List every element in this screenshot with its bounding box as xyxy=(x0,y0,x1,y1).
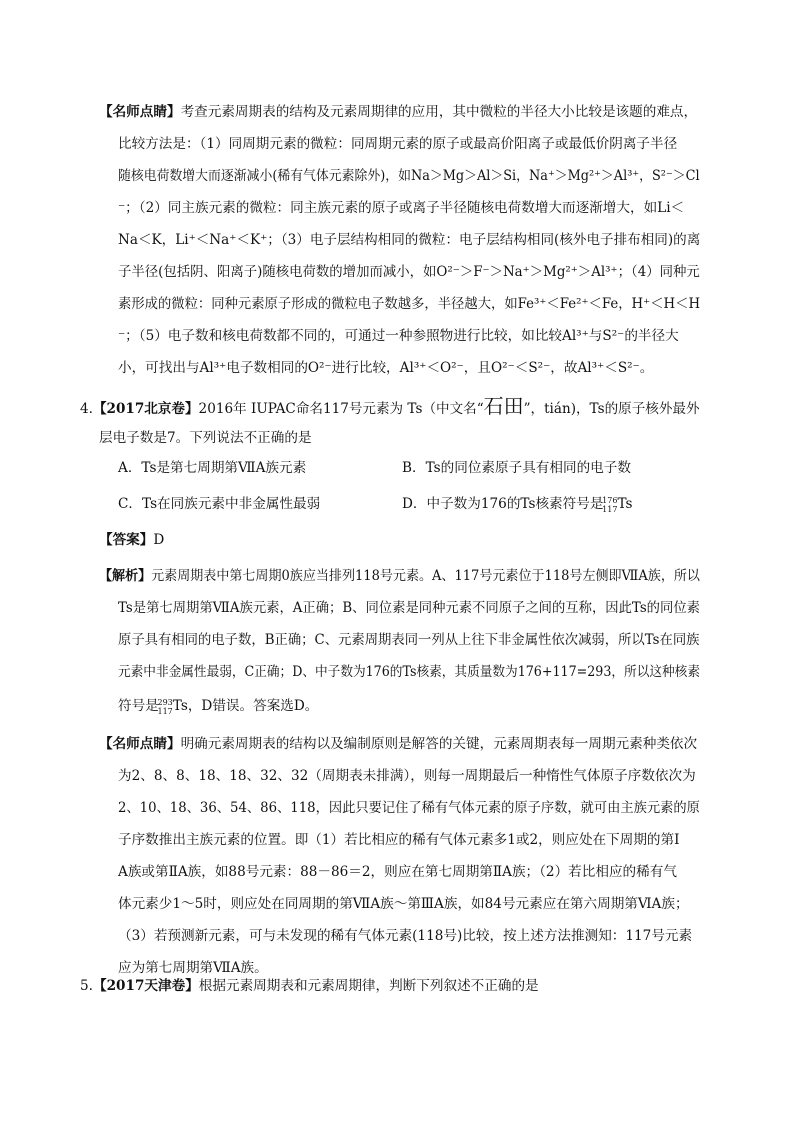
tips-label: 【名师点睛】 xyxy=(99,104,181,120)
analysis-line: Ts是第七周期第ⅦA族元素，A正确；B、同位素是同种元素不同原子之间的互称，因此Ts的同位素 xyxy=(118,600,700,616)
question-stem: 5.【2017天津卷】根据元素周期表和元素周期律，判断下列叙述不正确的是 xyxy=(80,978,539,994)
tips-line: 随核电荷数增大而逐渐减小(稀有气体元素除外)，如Na＞Mg＞Al＞Si，Na⁺＞Mg²⁺＞Al³⁺，S²⁻＞Cl xyxy=(118,168,700,184)
option-d: D．中子数为176的Ts核素符号是 176 117 Ts xyxy=(402,495,633,514)
tips-line: ⁻；（2）同主族元素的微粒：同主族元素的原子或离子半径随核电荷数增大而逐渐增大，如Li＜ xyxy=(118,200,685,216)
tips-line: 明确元素周期表的结构以及编制原则是解答的关键，元素周期表每一周期元素种类依次 xyxy=(180,736,698,752)
tips-line: 比较方法是：（1）同周期元素的微粒：同周期元素的原子或最高价阳离子或最低价阴离子半径 xyxy=(118,136,678,152)
tips-line: 体元素少1～5时，则应处在同周期的第ⅦA族～第ⅢA族，如84号元素应在第六周期第ⅥA族； xyxy=(118,896,689,912)
analysis-line: 元素中非金属性最弱，C正确；D、中子数为176的Ts核素，其质量数为176+117=293，所以这种核素 xyxy=(118,664,700,680)
tips-line: A族或第ⅡA族，如88号元素：88－86＝2，则应在第七周期第ⅡA族；（2）若比相应的稀有气 xyxy=(118,864,677,880)
tips-line: 为2、8、8、18、18、32、32（周期表未排满），则每一周期最后一种惰性气体原子序数依次为 xyxy=(118,768,696,784)
option-c: C．Ts在同族元素中非金属性最弱 xyxy=(118,496,321,512)
nuclide-notation: 293 117 xyxy=(157,697,173,716)
analysis-label: 【解析】 xyxy=(99,568,152,584)
tips-line: Na＜K，Li⁺＜Na⁺＜K⁺；（3）电子层结构相同的微粒：电子层结构相同(核外电子排布相同)的离 xyxy=(118,232,701,248)
question-number: 4. xyxy=(80,401,93,417)
question-stem-line: 层电子数是7。下列说法不正确的是 xyxy=(99,430,312,446)
option-b: B．Ts的同位素原子具有相同的电子数 xyxy=(402,460,631,476)
tips-label: 【名师点睛】 xyxy=(99,736,181,752)
answer-label: 【答案】 xyxy=(99,532,154,548)
element-character: 石田 xyxy=(483,394,524,418)
tips-line: ⁻；（5）电子数和核电荷数都不同的，可通过一种参照物进行比较，如比较Al³⁺与S²⁻的半径大 xyxy=(118,328,679,344)
analysis-line: 原子具有相同的电子数，B正确；C、元素周期表同一列从上往下非金属性依次减弱，所以Ts在同族 xyxy=(118,632,700,648)
tips-line: 2、10、18、36、54、86、118，因此只要记住了稀有气体元素的原子序数，就可由主族元素的原 xyxy=(118,800,700,816)
tips-line: 应为第七周期第ⅦA族。 xyxy=(118,960,268,976)
tips-line: 子序数推出主族元素的位置。即（1）若比相应的稀有气体元素多1或2，则应处在下周期的第Ⅰ xyxy=(118,832,680,848)
nuclide-notation: 176 117 xyxy=(602,495,618,514)
tips-line: 素形成的微粒：同种元素原子形成的微粒电子数越多，半径越大，如Fe³⁺＜Fe²⁺＜Fe，H⁺＜H＜H xyxy=(118,296,701,312)
answer-value: D xyxy=(153,532,165,548)
analysis-line: 元素周期表中第七周期0族应当排列118号元素。A、117号元素位于118号左侧即ⅦA族，所以 xyxy=(151,568,700,584)
tips-line: 子半径(包括阴、阳离子)随核电荷数的增加而减小，如O²⁻＞F⁻＞Na⁺＞Mg²⁺＞Al³⁺；（4）同种元 xyxy=(118,264,700,280)
tips-line: （3）若预测新元素，可与未发现的稀有气体元素(118号)比较，按上述方法推测知：117号元素 xyxy=(118,928,693,944)
question-source: 【2017北京卷】 xyxy=(92,401,199,417)
question-source: 【2017天津卷】 xyxy=(92,978,199,994)
analysis-line: 符号是 293 117 Ts，D错误。答案选D。 xyxy=(118,697,319,716)
option-a: A．Ts是第七周期第ⅦA族元素 xyxy=(118,460,307,476)
question-stem: 4.【2017北京卷】2016年 IUPAC命名117号元素为 Ts（中文名“石田”，tián)，Ts的原子核外最外 xyxy=(80,394,700,418)
question-number: 5. xyxy=(80,978,93,994)
tips-line: 考查元素周期表的结构及元素周期律的应用，其中微粒的半径大小比较是该题的难点， xyxy=(180,104,698,120)
tips-line: 小，可找出与Al³⁺电子数相同的O²⁻进行比较，Al³⁺＜O²⁻，且O²⁻＜S²⁻，故Al³⁺＜S²⁻。 xyxy=(118,360,654,376)
